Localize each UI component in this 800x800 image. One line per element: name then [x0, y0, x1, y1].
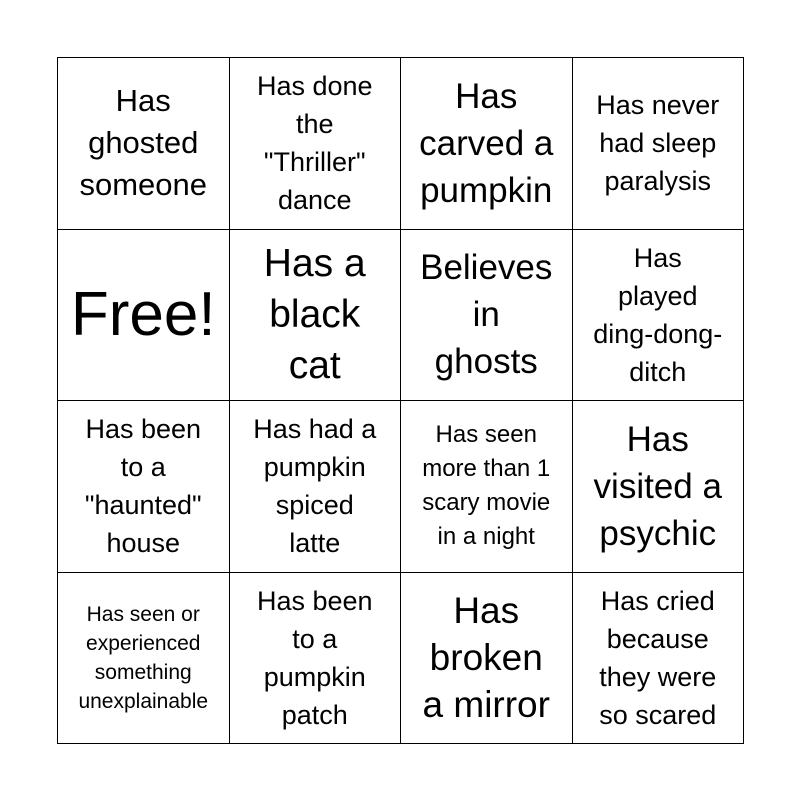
bingo-cell[interactable] — [230, 230, 402, 402]
bingo-board — [57, 57, 744, 744]
cell-text: Believes in ghosts — [420, 248, 553, 382]
cell-text: Has seen or experienced something unexplainable — [78, 602, 209, 713]
bingo-cell[interactable] — [573, 401, 745, 573]
bingo-cell[interactable] — [401, 401, 573, 573]
cell-text: Has been to a pumpkin patch — [256, 585, 373, 730]
cell-text: Has a black cat — [263, 242, 366, 388]
bingo-cell[interactable] — [401, 230, 573, 402]
cell-text: Has cried because they were so scared — [599, 585, 717, 730]
bingo-cell[interactable] — [573, 573, 745, 745]
bingo-cell[interactable] — [230, 58, 402, 230]
cell-text: Has played ding-dong- ditch — [593, 242, 723, 387]
bingo-cell[interactable] — [230, 573, 402, 745]
cell-text: Has broken a mirror — [422, 590, 550, 726]
bingo-cell[interactable] — [573, 58, 745, 230]
bingo-cell-free[interactable] — [58, 230, 230, 402]
cell-text: Has had a pumpkin spiced latte — [253, 414, 377, 559]
cell-text: Has been to a "haunted" house — [84, 414, 202, 559]
bingo-cell[interactable] — [401, 58, 573, 230]
bingo-cell[interactable] — [58, 401, 230, 573]
cell-text: Has visited a psychic — [593, 419, 722, 553]
cell-text: Has seen more than 1 scary movie in a night — [422, 421, 551, 551]
cell-text: Has ghosted someone — [79, 83, 208, 203]
cell-text: Has carved a pumpkin — [419, 76, 554, 210]
bingo-cell[interactable] — [230, 401, 402, 573]
cell-text: Has done the "Thriller" dance — [256, 71, 373, 216]
bingo-cell[interactable] — [58, 573, 230, 745]
bingo-cell[interactable] — [573, 230, 745, 402]
bingo-cell[interactable] — [58, 58, 230, 230]
bingo-cell[interactable] — [401, 573, 573, 745]
cell-text: Has never had sleep paralysis — [596, 90, 720, 197]
free-space-text: Free! — [70, 279, 216, 349]
